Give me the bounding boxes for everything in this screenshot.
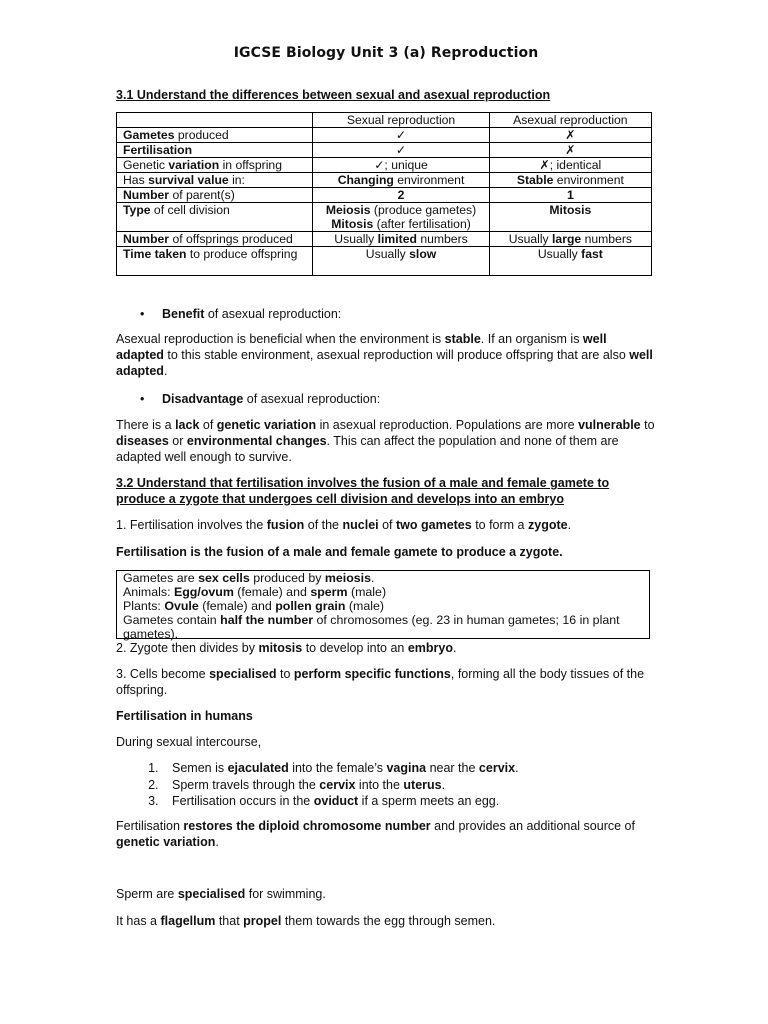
point-3: 3. Cells become specialised to perform specific functions, forming all the body tissues of the offspring.	[116, 667, 645, 697]
table-header-cell: Asexual reproduction	[489, 113, 651, 128]
list-item: 3. Fertilisation occurs in the oviduct if a sperm meets an egg.	[162, 793, 519, 810]
section-heading-3-1: 3.1 Understand the differences between sexual and asexual reproduction	[116, 88, 551, 102]
row-label: Number of offsprings produced	[117, 232, 313, 247]
disadvantage-paragraph: There is a lack of genetic variation in asexual reproduction. Populations are more vulnerable to diseases or environmental changes. This can affect the population and none of them are adapted well enough to survive.	[116, 418, 655, 464]
asexual-cell: ✗	[489, 143, 651, 158]
table-row	[117, 188, 652, 203]
gametes-info-box	[116, 570, 650, 639]
sexual-cell: Changing environment	[313, 173, 489, 188]
row-label: Type of cell division	[117, 203, 313, 232]
asexual-cell: ✗; identical	[489, 158, 651, 173]
humans-heading: Fertilisation in humans	[116, 709, 253, 723]
row-label: Has survival value in:	[117, 173, 313, 188]
sexual-cell: ✓	[313, 128, 489, 143]
sperm-paragraph: Sperm are specialised for swimming.	[116, 887, 326, 901]
row-label: Fertilisation	[117, 143, 313, 158]
table-row	[117, 173, 652, 188]
asexual-cell: 1	[489, 188, 651, 203]
section-heading-3-2: 3.2 Understand that fertilisation involves the fusion of a male and female gamete to produce a zygote that undergoes cell division and develops into an embryo	[116, 476, 610, 506]
table-row	[117, 203, 652, 232]
row-label: Number of parent(s)	[117, 188, 313, 203]
fertilisation-definition: Fertilisation is the fusion of a male and female gamete to produce a zygote.	[116, 545, 563, 559]
bullet-icon: •	[140, 392, 145, 406]
row-label: Time taken to produce offspring	[117, 247, 313, 276]
sexual-cell: Meiosis (produce gametes) Mitosis (after fertilisation)	[313, 203, 489, 232]
comparison-table	[116, 112, 652, 276]
sexual-cell: 2	[313, 188, 489, 203]
disadvantage-bullet: • Disadvantage of asexual reproduction:	[140, 392, 381, 406]
sexual-cell: ✓; unique	[313, 158, 489, 173]
row-label: Genetic variation in offspring	[117, 158, 313, 173]
row-label: Gametes produced	[117, 128, 313, 143]
box-line: Animals: Egg/ovum (female) and sperm (male)	[123, 585, 387, 599]
table-header-row	[117, 113, 652, 128]
table-row	[117, 158, 652, 173]
benefit-paragraph: Asexual reproduction is beneficial when the environment is stable. If an organism is well adapted to this stable environment, asexual reproduction will produce offspring that are also well adapted.	[116, 332, 653, 378]
table-row	[117, 232, 652, 247]
point-2: 2. Zygote then divides by mitosis to develop into an embryo.	[116, 641, 457, 655]
box-line: Gametes contain half the number of chromosomes (eg. 23 in human gametes; 16 in plant gametes).	[123, 613, 620, 641]
box-line: Plants: Ovule (female) and pollen grain (male)	[123, 599, 384, 613]
list-item: 2. Sperm travels through the cervix into the uterus.	[162, 777, 519, 794]
asexual-cell: ✗	[489, 128, 651, 143]
table-header-cell: Sexual reproduction	[313, 113, 489, 128]
table-row	[117, 247, 652, 276]
list-item: 1. Semen is ejaculated into the female’s vagina near the cervix.	[162, 760, 519, 777]
point-1: 1. Fertilisation involves the fusion of the nuclei of two gametes to form a zygote.	[116, 518, 572, 532]
fertilisation-steps	[116, 760, 519, 810]
table-row	[117, 143, 652, 158]
restores-paragraph: Fertilisation restores the diploid chromosome number and provides an additional source of genetic variation.	[116, 819, 635, 849]
table-row	[117, 128, 652, 143]
sexual-cell: ✓	[313, 143, 489, 158]
table-header-cell	[117, 113, 313, 128]
asexual-cell: Mitosis	[489, 203, 651, 232]
intercourse-text: During sexual intercourse,	[116, 735, 262, 749]
box-line: Gametes are sex cells produced by meiosis.	[123, 571, 375, 585]
sexual-cell: Usually limited numbers	[313, 232, 489, 247]
flagellum-paragraph: It has a flagellum that propel them towards the egg through semen.	[116, 914, 496, 928]
asexual-cell: Usually large numbers	[489, 232, 651, 247]
sexual-cell: Usually slow	[313, 247, 489, 276]
asexual-cell: Stable environment	[489, 173, 651, 188]
benefit-bullet: • Benefit of asexual reproduction:	[140, 307, 342, 321]
page-title: IGCSE Biology Unit 3 (a) Reproduction	[233, 45, 539, 61]
asexual-cell: Usually fast	[489, 247, 651, 276]
bullet-icon: •	[140, 307, 145, 321]
